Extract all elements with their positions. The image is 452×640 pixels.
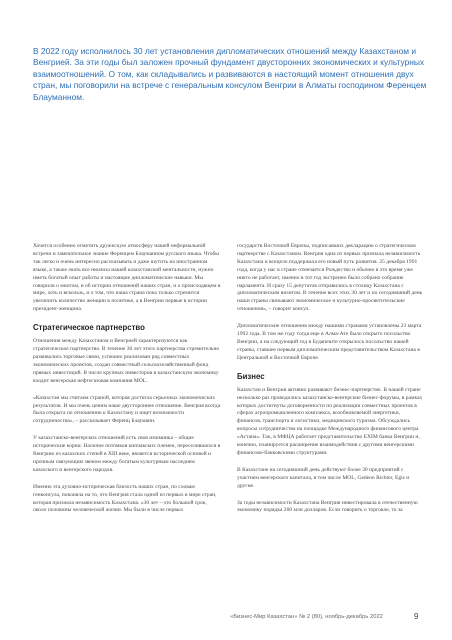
intro-paragraph: Хочется особенно отметить дружескую атмосферу нашей неформальной встречи и замечательное знание Ференцем Блауманном русского языка. Чтобы так легко и очень интересно рассказывать и даже шутить на иностранном языке, а также знать все нюансы нашей казахстанской ментальности, нужно иметь богатый опыт работы и настоящие дипломатические навыки. Мы говорили о многом, и об истории отношений наших стран, и о происходящем в мире, хоть и вскользь, и о том, что наша страна пока только стремится увеличить количество женщин в политике, а в Венгрии первые в истории президент-женщина. xyxy=(33,243,221,313)
quote-paragraph: «Казахстан мы считаем страной, которая достигла серьезных экономических результатов. И мы очень ценим наше двустороннее отношение. Венгрия всегда была открыта по отношению к Казахстану и ищет возможности сотрудничества», – рассказывает Ференц Блауманн. xyxy=(33,394,221,425)
publication-credit: «Бизнес-Мир Казахстан» № 2 (80), ноябрь-декабрь 2022 xyxy=(230,614,383,620)
left-column xyxy=(33,243,221,524)
lead-paragraph: В 2022 году исполнилось 30 лет установления дипломатических отношений между Казахстаном и Венгрией. За эти годы был заложен прочный фундамент двусторонних экономических и культурных взаимоотношений. О том, как складывались и развиваются в настоящий момент отношения двух стран, мы поговорили на встрече с генеральным консулом Венгрии в Алматы господином Ференцем Блауманном. xyxy=(33,46,427,102)
diplomatic-paragraph: Дипломатические отношения между нашими странами установлены 23 марта 1992 года. В том же году тогда еще в Алма-Ате было открыто посольство Венгрии, а на следующий год в Будапеште открылось посольство нашей страны, ставшее первым дипломатическим представительством Казахстана в Центральной и Восточной Европе. xyxy=(237,323,422,361)
page-number: 9 xyxy=(414,612,419,621)
closeness-paragraph: Именно эта духовно-историческая близость наших стран, по словам генконсула, повлияла на то, что Венгрия стала одной из первых в мире стран, которая признала независимость Казахстана. «30 лет – это большой срок, около половины человеческой жизни. Мы были в числе первых xyxy=(33,483,217,514)
enterprises-paragraph: В Казахстане на сегодняшний день действуют более 30 предприятий с участием венгерского капитала, в том числе MOL, Gedeon Richter, Egis и другие. xyxy=(237,466,410,489)
investment-paragraph: За годы независимости Казахстана Венгрия инвестировала в отечественную экономику порядка 200 млн долларов. Если говорить о торговле, то за xyxy=(237,499,418,514)
article-body xyxy=(33,243,425,524)
business-paragraph: Казахстан и Венгрия активно развивают бизнес-партнерство. В нашей стране несколько раз проводились казахстанско-венгерские бизнес-форумы, в рамках которых достигнуты договоренности по реализации совместных проектов в сферах агропромышленного комплекса, возобновляемой энергетики, финансов, транспорта и логистики, медицинского туризма. Обсуждались вопросы сотрудничества на площадке Международного финансового центра «Астана». Так, в МФЦА работает представительство EXIM банка Венгрии и, конечно, планируется расширение взаимодействия с другими венгерскими финансово-банковскими структурами. xyxy=(237,386,423,456)
partnership-paragraph: Отношения между Казахстаном и Венгрией характеризуются как стратегическое партнерство. В течение 30 лет этого партнерства стремительно развивались торговые связи, успешно реализован ряд совместных экономических проектов, создан совместный сельскохозяйственный фонд прямых инвестиций. В числе крупных инвесторов в казахстанскую экономику входит венгерская нефтегазовая компания MOL. xyxy=(33,338,220,384)
history-paragraph: У казахстанско-венгерских отношений есть своя изюминка – общие исторические корни. Наличие потомков кипчакских племен, переселившихся в Венгрию из казахских степей в XIII веке, является исторической основой и прочным связующим звеном между богатым культурным наследием казахского и венгерского народов. xyxy=(33,435,221,473)
declaration-paragraph: государств Восточной Европы, подписавших декларацию о стратегическом партнерстве с Казахстаном. Венгрия одна из первых признала независимость Казахстана и всецело поддержала его новый путь развития. 25 декабря 1991 года, когда у нас в стране отмечается Рождество и обычно в это время уже никто не работает, именно в тот год экстренно было собрано собрание парламента. И сразу 15 депутатов отправились в столицу Казахстана с дипломатическим визитом. В течение всех этих 30 лет и по сегодняшний день наши страны связывают экономическое и культурно-просветительские отношения», – говорит консул. xyxy=(237,243,423,313)
right-column xyxy=(237,243,425,524)
section-heading-partnership: Стратегическое партнерство xyxy=(33,323,145,333)
section-heading-business: Бизнес xyxy=(237,371,265,381)
